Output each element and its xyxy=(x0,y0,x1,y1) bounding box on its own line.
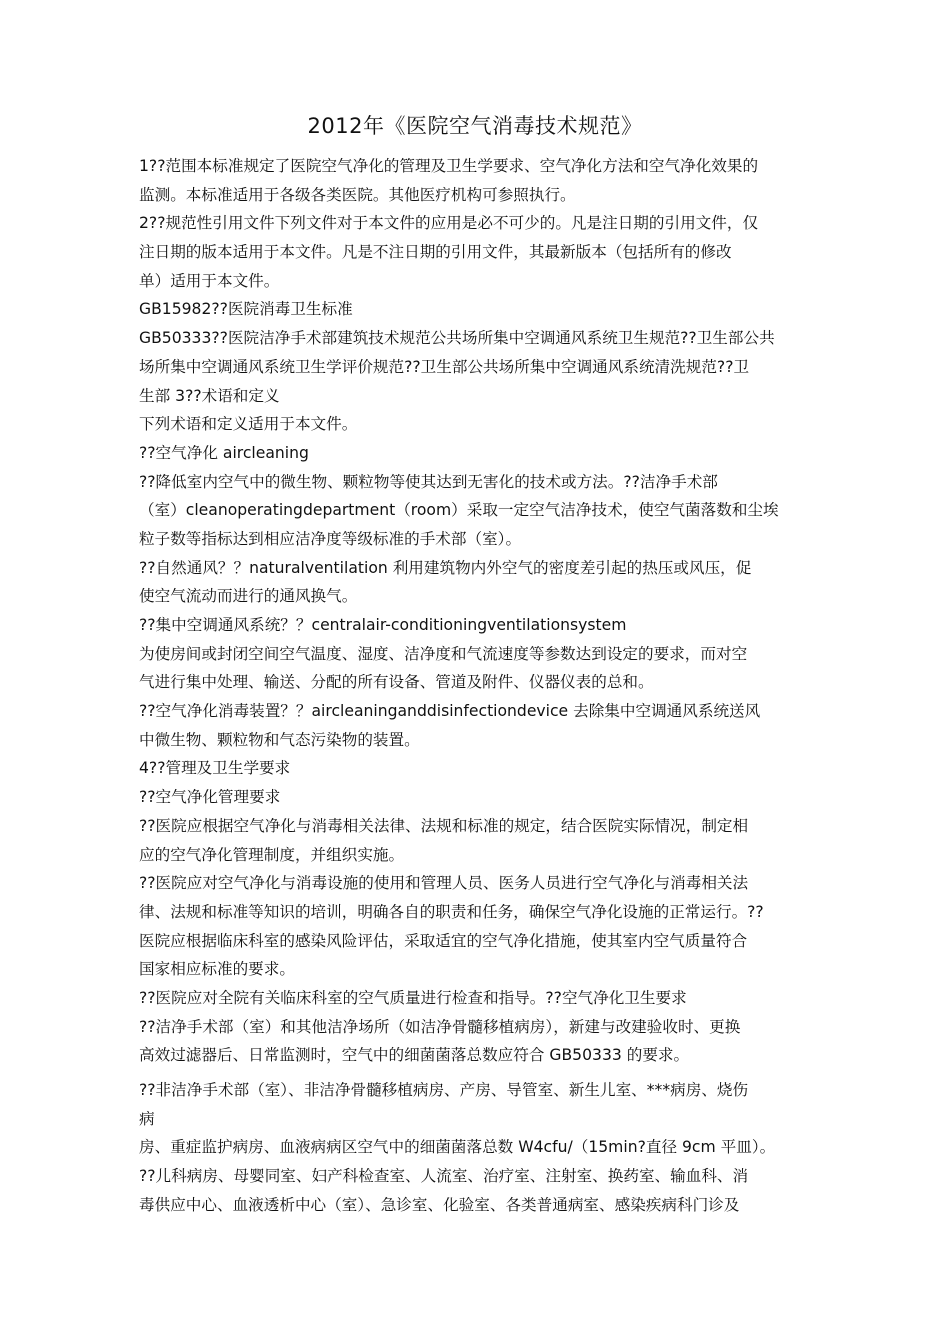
text-line: 房、重症监护病房、血液病病区空气中的细菌菌落总数 W4cfu/（15min?直径 9cm 平皿）。 xyxy=(139,1138,776,1157)
text-line: 1??范围本标准规定了医院空气净化的管理及卫生学要求、空气净化方法和空气净化效果的 xyxy=(139,157,759,175)
text-line: 注日期的版本适用于本文件。凡是不注日期的引用文件，其最新版本（包括所有的修改 xyxy=(139,243,732,262)
text-line: 毒供应中心、血液透析中心（室）、急诊室、化验室、各类普通病室、感染疾病科门诊及 xyxy=(139,1195,740,1214)
text-line: 4??管理及卫生学要求 xyxy=(139,759,291,778)
text-line: 中微生物、颗粒物和气态污染物的装置。 xyxy=(139,730,420,749)
text-line: 单）适用于本文件。 xyxy=(139,271,280,290)
text-line: ??自然通风？？naturalventilation 利用建筑物内外空气的密度差引起的热压或风压，促 xyxy=(139,558,752,577)
text-line: 监测。本标准适用于各级各类医院。其他医疗机构可参照执行。 xyxy=(139,185,576,204)
text-line: ??洁净手术部（室）和其他洁净场所（如洁净骨髓移植病房），新建与改建验收时、更换 xyxy=(139,1017,741,1036)
text-line: 场所集中空调通风系统卫生学评价规范??卫生部公共场所集中空调通风系统清洗规范??卫 xyxy=(139,357,750,376)
text-line: GB50333??医院洁净手术部建筑技术规范公共场所集中空调通风系统卫生规范??卫生部公共 xyxy=(139,329,775,348)
text-line: ??非洁净手术部（室）、非洁净骨髓移植病房、产房、导管室、新生儿室、***病房、烧伤 xyxy=(139,1081,749,1099)
text-line: 应的空气净化管理制度，并组织实施。 xyxy=(139,845,405,864)
text-line: 生部 3??术语和定义 xyxy=(139,386,280,405)
text-line: 医院应根据临床科室的感染风险评估，采取适宜的空气净化措施，使其室内空气质量符合 xyxy=(139,931,748,950)
text-line: ??空气净化 aircleaning xyxy=(139,443,309,462)
document-body xyxy=(139,152,824,1219)
text-line: 气进行集中处理、输送、分配的所有设备、管道及附件、仪器仪表的总和。 xyxy=(139,673,654,692)
text-line: 为使房间或封闭空间空气温度、湿度、洁净度和气流速度等参数达到设定的要求，而对空 xyxy=(139,644,748,663)
text-line: ??医院应对空气净化与消毒设施的使用和管理人员、医务人员进行空气净化与消毒相关法 xyxy=(139,874,749,893)
text-line: 病 xyxy=(139,1109,155,1128)
text-line: ??儿科病房、母婴同室、妇产科检查室、人流室、治疗室、注射室、换药室、输血科、消 xyxy=(139,1167,749,1186)
text-line: ??降低室内空气中的微生物、颗粒物等使其达到无害化的技术或方法。??洁净手术部 xyxy=(139,472,718,491)
text-line: 律、法规和标准等知识的培训，明确各自的职责和任务，确保空气净化设施的正常运行。?? xyxy=(139,902,764,921)
text-line: 使空气流动而进行的通风换气。 xyxy=(139,587,358,606)
text-line: ??空气净化管理要求 xyxy=(139,788,281,807)
text-line: ??医院应对全院有关临床科室的空气质量进行检查和指导。??空气净化卫生要求 xyxy=(139,988,687,1007)
document-title: 2012年《医院空气消毒技术规范》 xyxy=(307,114,643,138)
text-line: （室）cleanoperatingdepartment（room）采取一定空气洁净技术，使空气菌落数和尘埃 xyxy=(139,501,779,520)
text-line: ??集中空调通风系统？？centralair-conditioningventilationsystem xyxy=(139,616,627,634)
text-line: ??医院应根据空气净化与消毒相关法律、法规和标准的规定，结合医院实际情况，制定相 xyxy=(139,816,749,835)
text-line: 下列术语和定义适用于本文件。 xyxy=(139,415,358,434)
text-line: 2??规范性引用文件下列文件对于本文件的应用是必不可少的。凡是注日期的引用文件，仅 xyxy=(139,214,759,233)
text-line: 高效过滤器后、日常监测时，空气中的细菌菌落总数应符合 GB50333 的要求。 xyxy=(139,1046,690,1065)
text-line: ??空气净化消毒装置？？aircleaninganddisinfectiondevice 去除集中空调通风系统送风 xyxy=(139,702,761,721)
text-line: GB15982??医院消毒卫生标准 xyxy=(139,300,353,319)
text-line: 国家相应标准的要求。 xyxy=(139,960,295,979)
text-line: 粒子数等指标达到相应洁净度等级标准的手术部（室）。 xyxy=(139,529,522,548)
